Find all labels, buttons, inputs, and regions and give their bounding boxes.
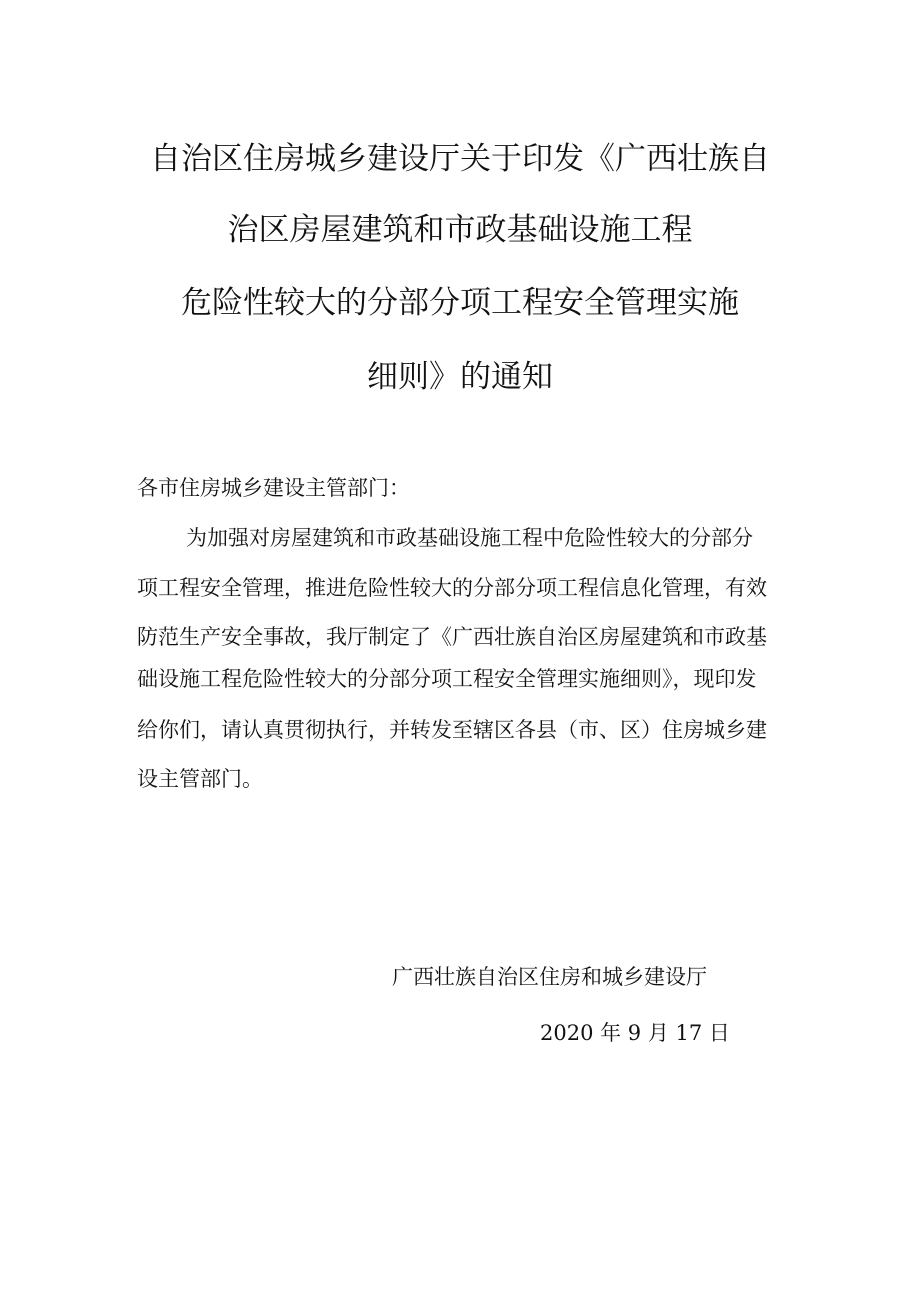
body-line-5: 给你们，请认真贯彻执行，并转发至辖区各县（市、区）住房城乡建 (137, 718, 767, 742)
signature-date: 2020 年 9 月 17 日 (540, 1021, 730, 1045)
body-line-1: 为加强对房屋建筑和市政基础设施工程中危险性较大的分部分 (186, 526, 753, 550)
signature-organization: 广西壮族自治区住房和城乡建设厅 (392, 965, 707, 989)
title-line-3: 危险性较大的分部分项工程安全管理实施 (181, 285, 739, 321)
title-line-2: 治区房屋建筑和市政基础设施工程 (227, 212, 693, 248)
body-line-3: 防范生产安全事故，我厅制定了《广西壮族自治区房屋建筑和市政基 (137, 625, 767, 649)
body-line-2: 项工程安全管理，推进危险性较大的分部分项工程信息化管理，有效 (137, 576, 767, 600)
salutation: 各市住房城乡建设主管部门： (137, 476, 410, 500)
title-line-1: 自治区住房城乡建设厅关于印发《广西壮族自 (150, 141, 770, 177)
body-line-6: 设主管部门。 (137, 767, 263, 791)
title-line-4: 细则》的通知 (367, 359, 553, 395)
body-line-4: 础设施工程危险性较大的分部分项工程安全管理实施细则》，现印发 (137, 667, 757, 691)
